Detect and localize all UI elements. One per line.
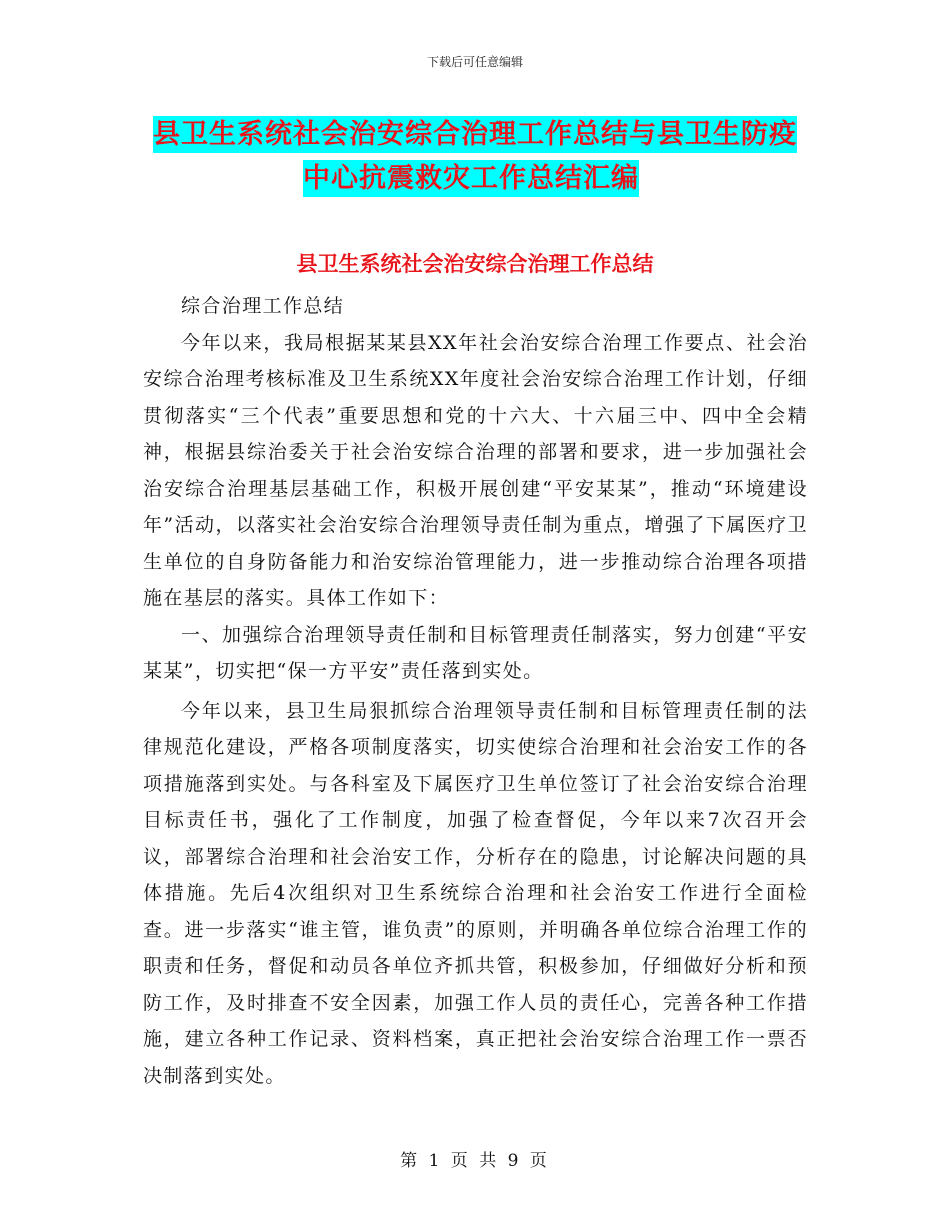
section-title: 县卫生系统社会治安综合治理工作总结 xyxy=(296,252,654,276)
download-note: 下载后可任意编辑 xyxy=(426,55,523,69)
document-title-line-1 xyxy=(0,112,950,151)
paragraph-detail: 今年以来，县卫生局狠抓综合治理领导责任制和目标管理责任制的法律规范化建设，严格各项制度落实，切实使综合治理和社会治安工作的各项措施落到实处。与各科室及下属医疗卫生单位签订了社会治安综合治理目标责任书，强化了工作制度，加强了检查督促，今年以来7次召开会议，部署综合治理和社会治安工作，分析存在的隐患，讨论解决问题的具体措施。先后4次组织对卫生系统综合治理和社会治安工作进行全面检查。进一步落实“谁主管，谁负责”的原则，并明确各单位综合治理工作的职责和任务，督促和动员各单位齐抓共管，积极参加，仔细做好分析和预防工作，及时排查不安全因素，加强工作人员的责任心，完善各种工作措施，建立各种工作记录、资料档案，真正把社会治安综合治理工作一票否决制落到实处。 xyxy=(143,699,808,1087)
document-title-line-1-text: 县卫生系统社会治安综合治理工作总结与县卫生防疫 xyxy=(153,116,797,153)
document-body xyxy=(143,288,808,1094)
paragraph-heading-1: 一、加强综合治理领导责任制和目标管理责任制落实，努力创建“平安某某”，切实把“保一方平安”责任落到实处。 xyxy=(143,623,808,682)
document-title-line-2 xyxy=(0,156,946,195)
page-number: 第 1 页 共 9 页 xyxy=(400,1151,550,1171)
document-title-line-2-text: 中心抗震救灾工作总结汇编 xyxy=(303,160,639,197)
paragraph-subtitle: 综合治理工作总结 xyxy=(181,295,345,317)
paragraph-intro: 今年以来，我局根据某某县XX年社会治安综合治理工作要点、社会治安综合治理考核标准及卫生系统XX年度社会治安综合治理工作计划，仔细贯彻落实“三个代表”重要思想和党的十六大、十六届三中、四中全会精神，根据县综治委关于社会治安综合治理的部署和要求，进一步加强社会治安综合治理基层基础工作，积极开展创建“平安某某”，推动“环境建设年”活动，以落实社会治安综合治理领导责任制为重点，增强了下属医疗卫生单位的自身防备能力和治安综治管理能力，进一步推动综合治理各项措施在基层的落实。具体工作如下： xyxy=(143,331,808,609)
